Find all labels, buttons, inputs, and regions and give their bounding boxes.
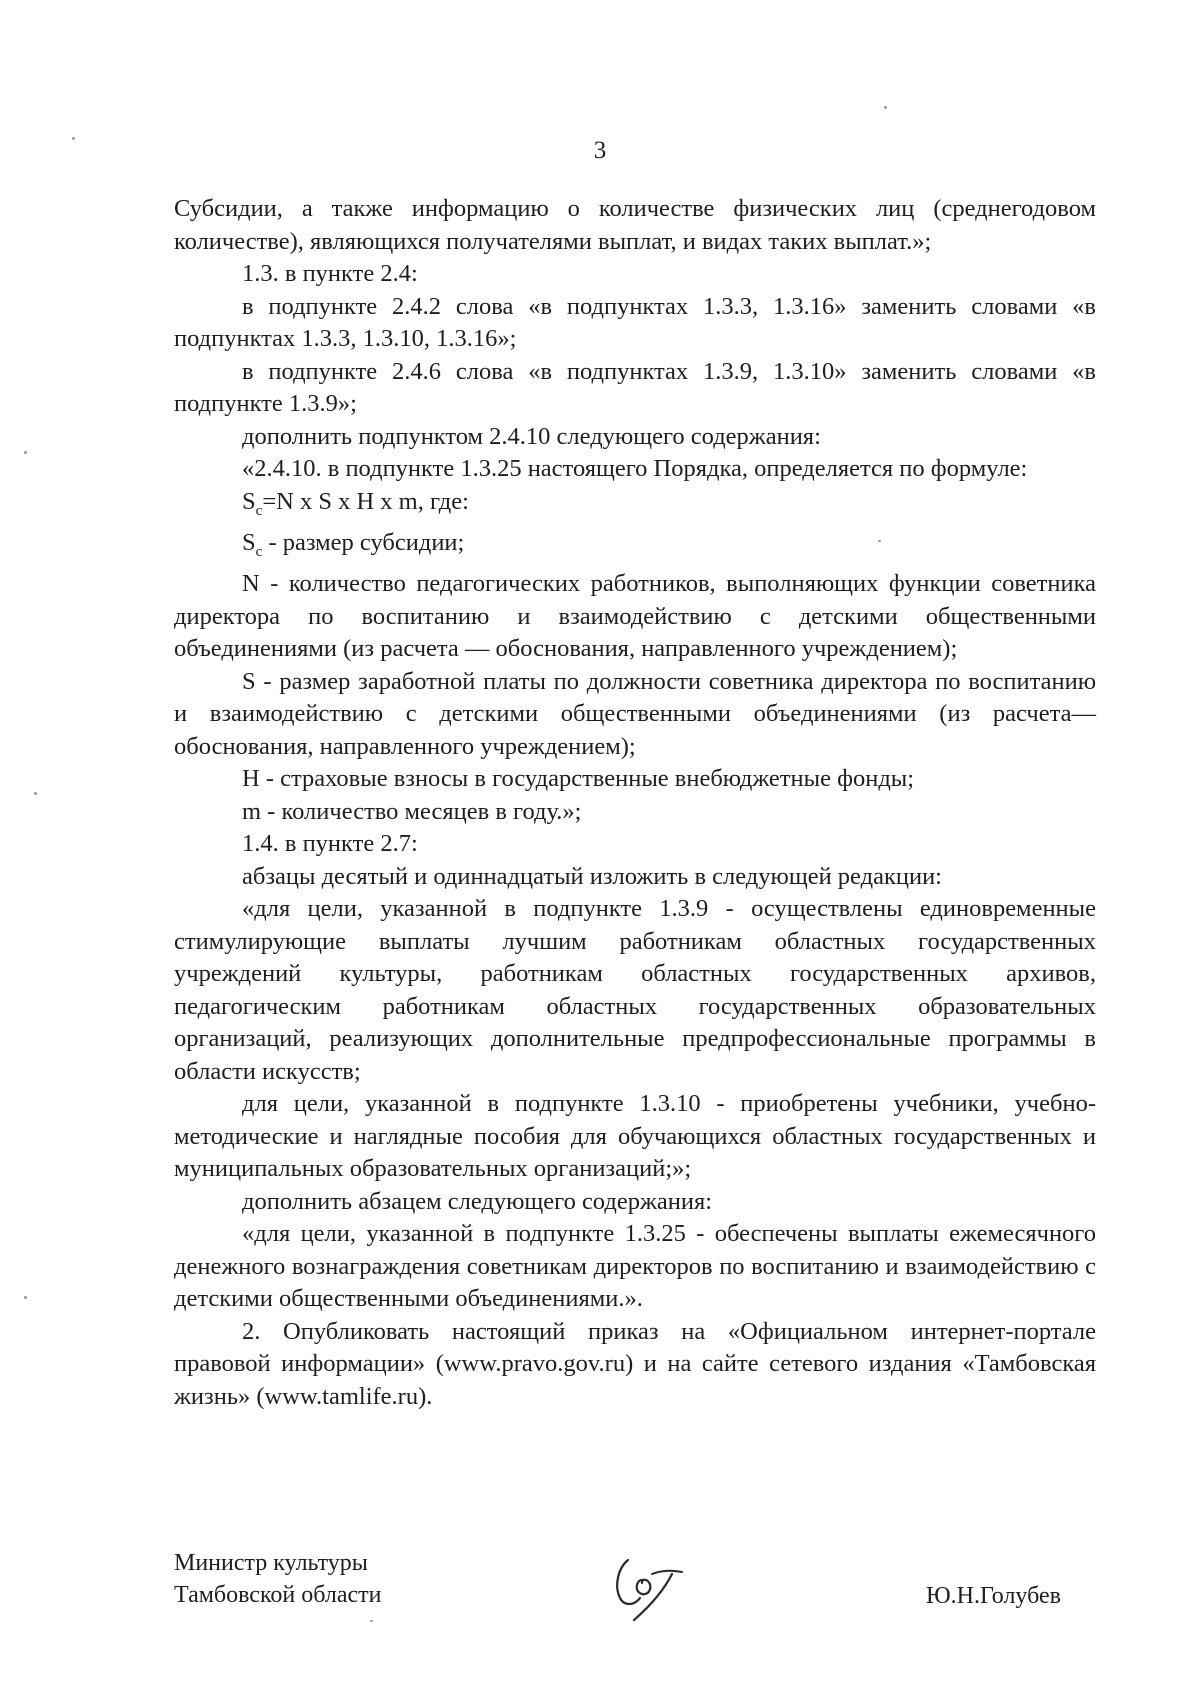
definition-s: S - размер заработной платы по должности советника директора по воспитанию и взаимодействию с детскими общественными объединениями (из расчета—обоснования, направленного учреждением); — [174, 667, 1096, 760]
scan-speck — [24, 451, 27, 454]
signatory-position-line1: Министр культуры — [174, 1550, 368, 1576]
paragraph-publish: 2. Опубликовать настоящий приказ на «Официальном интернет-портале правовой информации» (www.pravo.gov.ru) и на сайте сетевого издания «Тамбовская жизнь» (www.tamlife.ru). — [174, 1317, 1096, 1410]
paragraph-2-4-6: в подпункте 2.4.6 слова «в подпунктах 1.3.9, 1.3.10» заменить словами «в подпункте 1.3.9»; — [174, 357, 1096, 417]
paragraph-1-4: 1.4. в пункте 2.7: — [242, 830, 418, 858]
formula-subscript: с — [255, 502, 263, 519]
formula-rhs: =N x S x H x m, где: — [262, 487, 469, 515]
formula-lhs: S — [242, 487, 256, 515]
definition-n: N - количество педагогических работников, выполняющих функции советника директора по воспитанию и взаимодействию с детскими общественными объединениями (из расчета — обоснования, направленного учреждением); — [174, 570, 1096, 663]
definition-sc-subscript: с — [255, 543, 263, 560]
scan-speck — [884, 106, 887, 109]
definition-sc-text: - размер субсидии; — [262, 528, 465, 556]
paragraph-1-3: 1.3. в пункте 2.4: — [242, 260, 418, 287]
paragraph-goal-1-3-10: для цели, указанной в подпункте 1.3.10 - приобретены учебники, учебно-методические и наглядные пособия для обучающихся областных государственных и муниципальных образовательных организаций;»; — [174, 1090, 1096, 1183]
paragraph-goal-1-3-25: «для цели, указанной в подпункте 1.3.25 - обеспечены выплаты ежемесячного денежного вознаграждения советникам директоров по воспитанию и взаимодействию с детскими общественными объединениями.». — [174, 1220, 1096, 1313]
page-number: 3 — [593, 137, 607, 164]
document-body — [174, 193, 1096, 1413]
definition-sc-symbol: S — [242, 528, 256, 556]
scan-speck — [72, 137, 75, 140]
formula — [174, 486, 1096, 527]
signatory-position — [174, 1547, 381, 1611]
paragraph-abzacy: абзацы десятый и одиннадцатый изложить в следующей редакции: — [242, 862, 942, 890]
paragraph-goal-1-3-9: «для цели, указанной в подпункте 1.3.9 - осуществлены единовременные стимулирующие выплаты лучшим работникам областных государственных учреждений культуры, работникам областных государственных архивов, педагогическим работникам областных государственных образовательных организаций, реализующих дополнительные предпрофессиональные программы в области искусств; — [174, 895, 1096, 1085]
paragraph-subsidy-info: Субсидии, а также информацию о количестве физических лиц (среднегодовом количестве), являющихся получателями выплат, и видах таких выплат.»; — [174, 195, 1096, 255]
definition-h: H - страховые взносы в государственные внебюджетные фонды; — [242, 765, 915, 793]
scan-speck — [370, 1620, 373, 1622]
paragraph-add-abzac: дополнить абзацем следующего содержания: — [242, 1187, 713, 1215]
paragraph-2-4-2: в подпункте 2.4.2 слова «в подпунктах 1.3.3, 1.3.16» заменить словами «в подпунктах 1.3.3, 1.3.10, 1.3.16»; — [174, 292, 1096, 352]
scan-speck — [24, 1296, 27, 1299]
definition-sc — [174, 527, 1096, 568]
definition-m: m - количество месяцев в году.»; — [242, 797, 582, 825]
scan-speck — [878, 540, 881, 542]
scan-speck — [34, 792, 37, 795]
paragraph-2-4-10: «2.4.10. в подпункте 1.3.25 настоящего Порядка, определяется по формуле: — [242, 455, 1028, 482]
signer-name: Ю.Н.Голубев — [926, 1583, 1061, 1609]
paragraph-add-2-4-10: дополнить подпунктом 2.4.10 следующего содержания: — [242, 422, 821, 450]
handwritten-signature-icon — [606, 1540, 696, 1635]
signatory-position-line2: Тамбовской области — [174, 1582, 382, 1608]
